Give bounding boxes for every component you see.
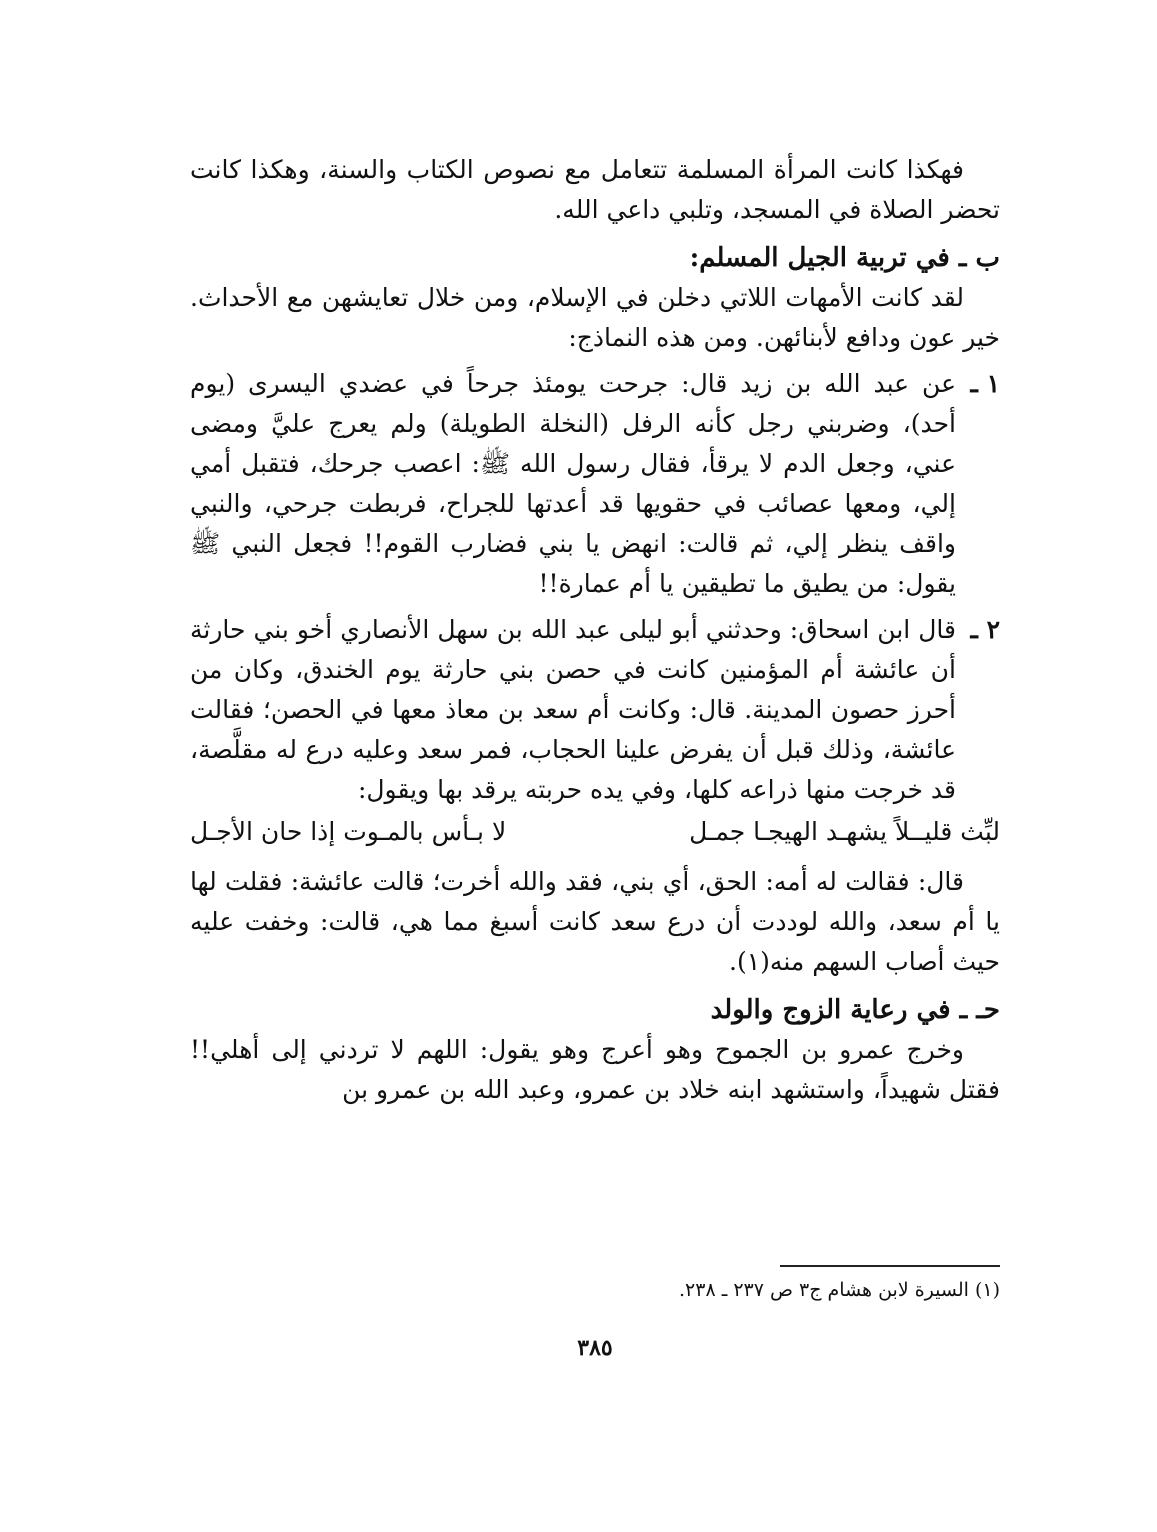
list-item-number: ٢ ـ xyxy=(970,615,1000,644)
list-item-text: عن عبد الله بن زيد قال: جرحت يومئذ جرحاً في عضدي اليسرى (يوم أحد)، وضربني رجل كأنه الرفل (النخلة الطويلة) ولم يعرج عليَّ ومضى عني، وجعل الدم لا يرقأ، فقال رسول الله ﷺ: اعصب جرحك، فتقبل أمي إلي، ومعها عصائب في حقويها قد أعدتها للجراح، فربطت جرحي، والنبي واقف ينظر إلي، ثم قالت: انهض يا بني فضارب القوم!! فجعل النبي ﷺ يقول: من يطيق ما تطيقين يا أم عمارة!! xyxy=(190,369,956,598)
list-item-number: ١ ـ xyxy=(970,369,1000,398)
list-item-text: قال ابن اسحاق: وحدثني أبو ليلى عبد الله بن سهل الأنصاري أخو بني حارثة أن عائشة أم المؤمنين كانت في حصن بني حارثة يوم الخندق، وكان من أحرز حصون المدينة. قال: وكانت أم سعد بن معاذ معها في الحصن؛ فقالت عائشة، وذلك قبل أن يفرض علينا الحجاب، فمر سعد وعليه درع له مقلَّصة، قد خرجت منها ذراعه كلها، وفي يده حربته يرقد بها ويقول: xyxy=(190,615,956,804)
section-c-heading: حـ ـ في رعاية الزوج والولد xyxy=(710,995,1000,1025)
list-item xyxy=(190,610,1000,810)
verse-second-hemistich: لا بـأس بالمـوت إذا حان الأجـل xyxy=(190,817,507,846)
poetry-verse xyxy=(190,812,1000,852)
section-c-paragraph: وخرج عمرو بن الجموح وهو أعرج وهو يقول: اللهم لا تردني إلى أهلي!! فقتل شهيداً، واستشهد ابنه خلاد بن عمرو، وعبد الله بن عمرو بن xyxy=(190,1035,1000,1104)
section-b-paragraph: لقد كانت الأمهات اللاتي دخلن في الإسلام، ومن خلال تعايشهن مع الأحداث. خير عون ودافع لأبنائهن. ومن هذه النماذج: xyxy=(190,283,1000,352)
book-page xyxy=(190,150,1000,1450)
footnote: (١) السيرة لابن هشام ج٣ ص ٢٣٧ ـ ٢٣٨. xyxy=(678,1279,1000,1301)
section-b-heading: ب ـ في تربية الجيل المسلم: xyxy=(689,243,1000,273)
intro-paragraph: فهكذا كانت المرأة المسلمة تتعامل مع نصوص الكتاب والسنة، وهكذا كانت تحضر الصلاة في المسجد، وتلبي داعي الله. xyxy=(190,155,1000,224)
list-item xyxy=(190,364,1000,604)
page-number: ٣٨٥ xyxy=(577,1335,613,1361)
after-verse-paragraph: قال: فقالت له أمه: الحق، أي بني، فقد والله أخرت؛ قالت عائشة: فقلت لها يا أم سعد، والله لوددت أن درع سعد كانت أسبغ مما هي، قالت: وخفت عليه حيث أصاب السهم منه(١). xyxy=(190,867,1000,976)
verse-first-hemistich: لبِّث قليــلاً يشهـد الهيجـا جمـل xyxy=(689,817,1000,846)
footnote-divider xyxy=(780,1265,1000,1267)
